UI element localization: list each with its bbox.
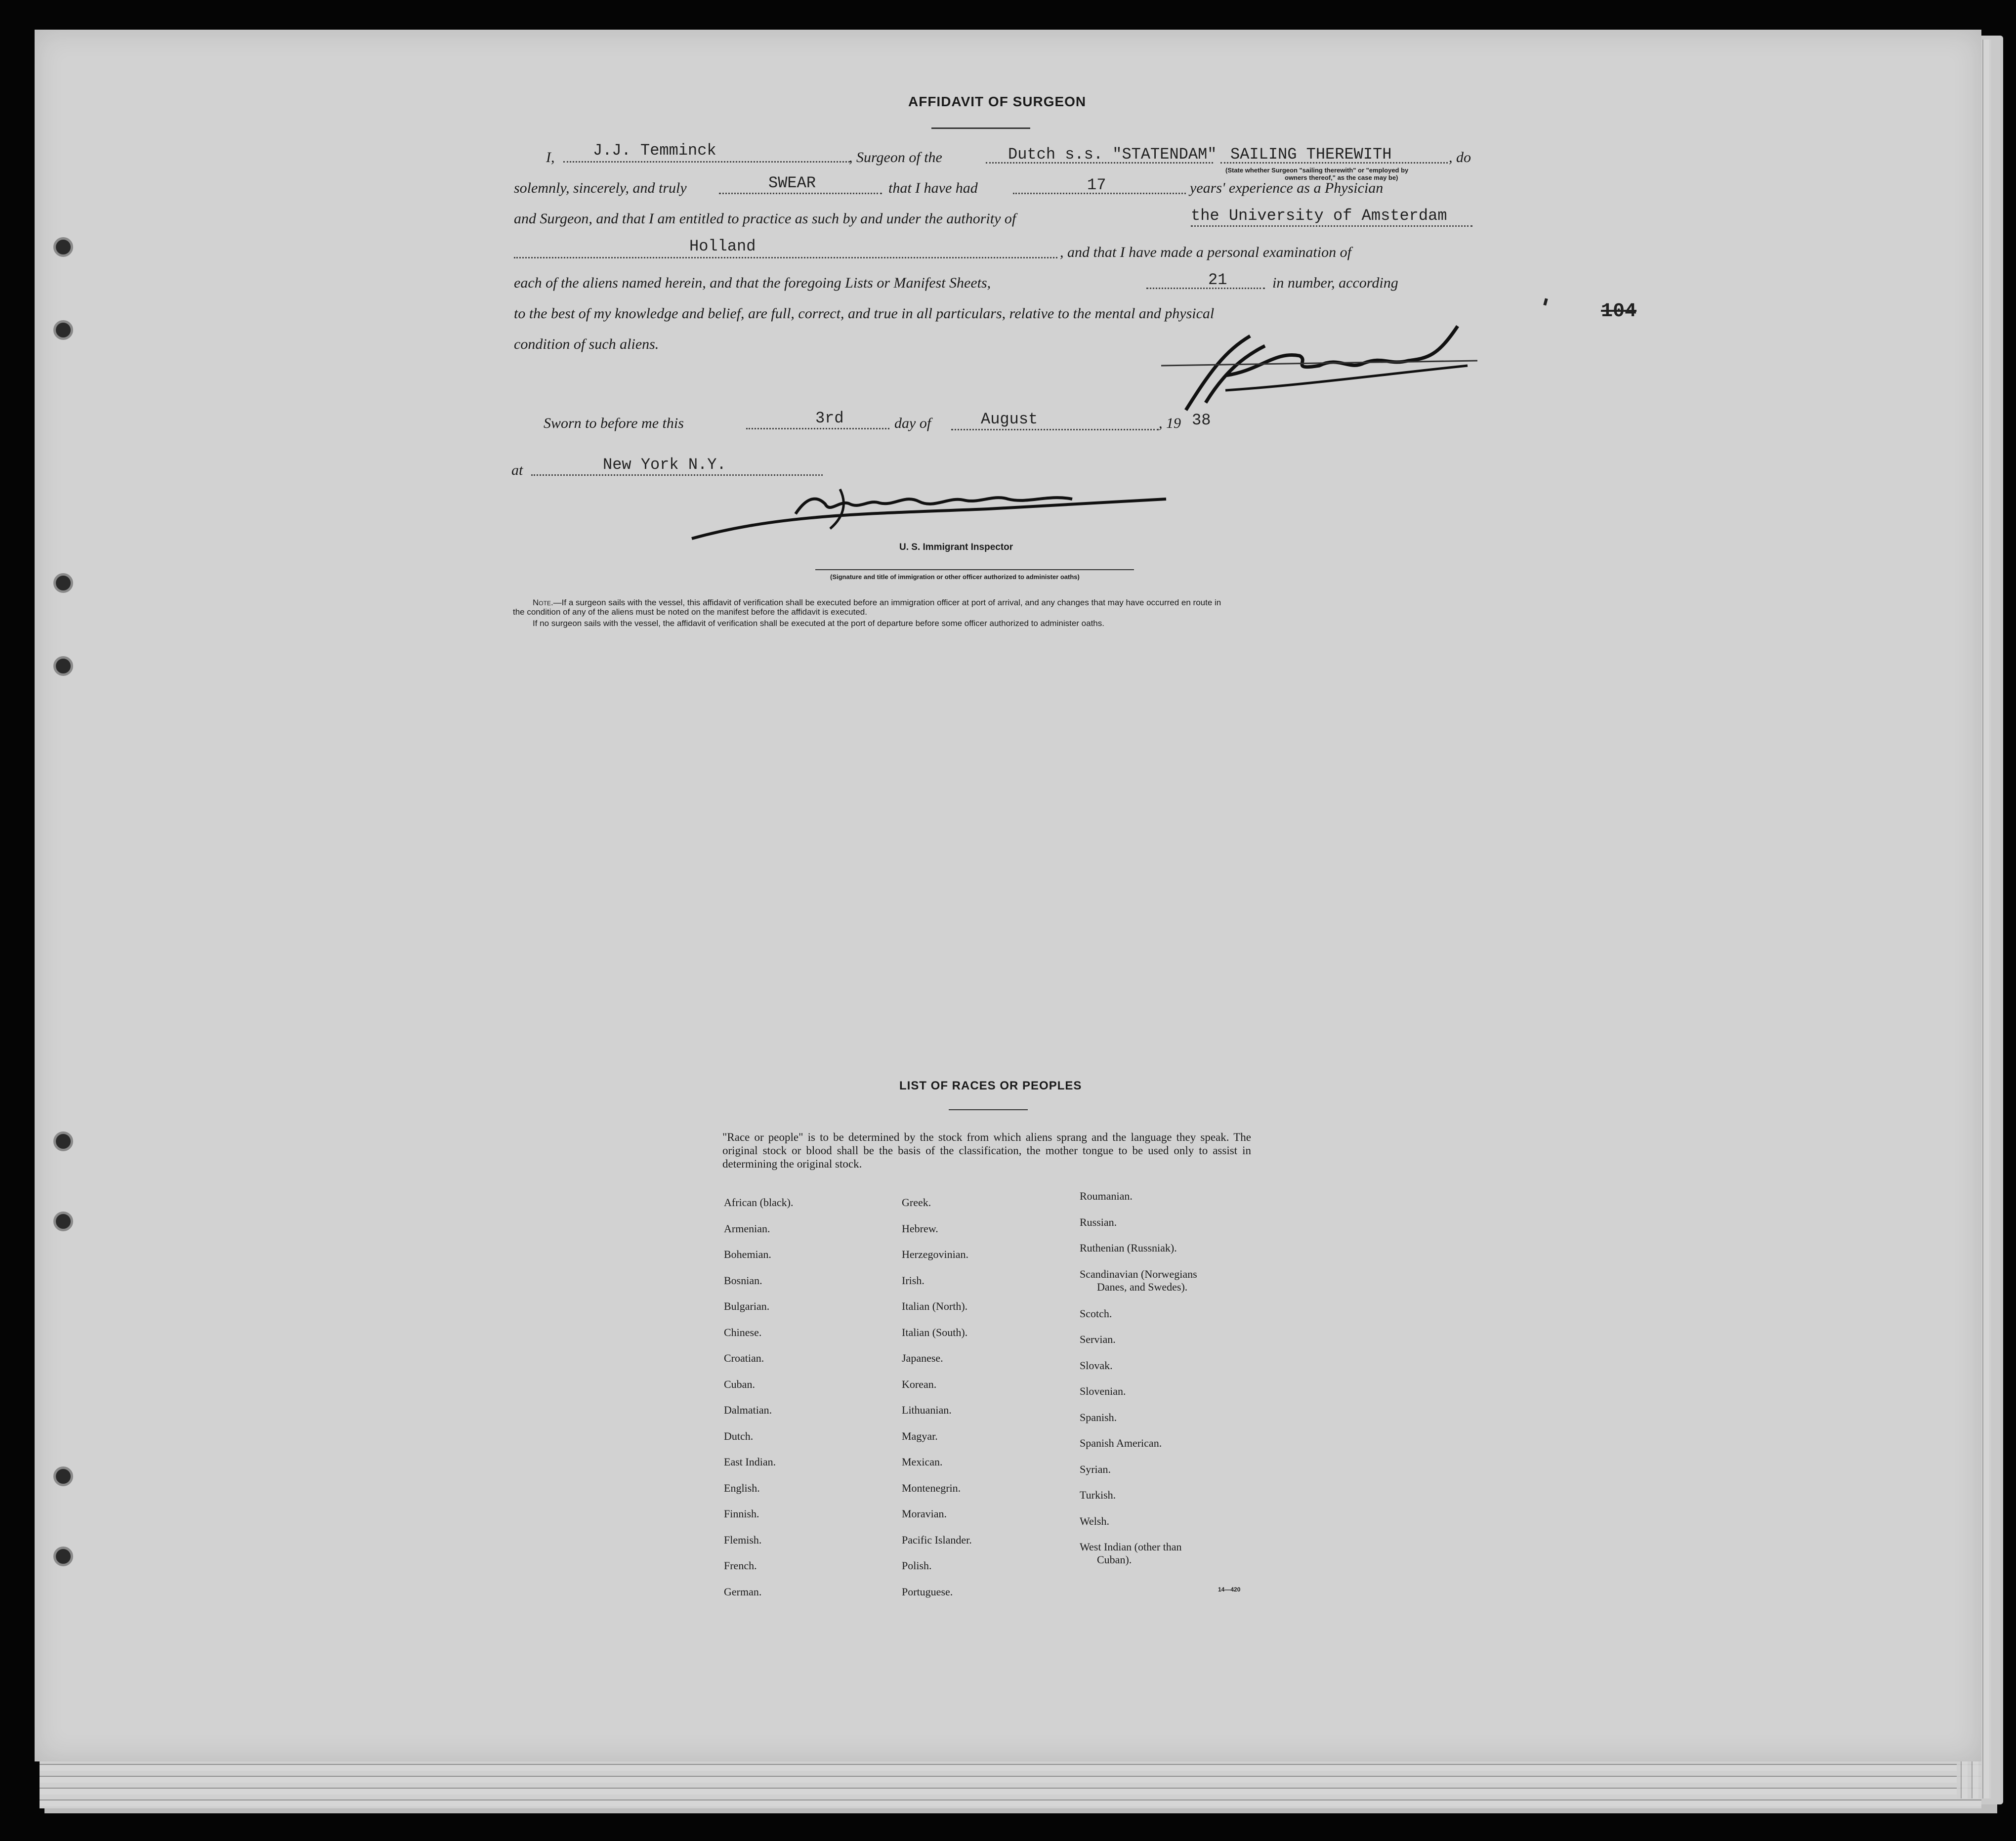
race-item: Ruthenian (Russniak).: [1080, 1242, 1177, 1254]
race-item: East Indian.: [724, 1456, 776, 1468]
surgeon-signature: [1151, 316, 1487, 415]
race-item: Spanish.: [1080, 1411, 1117, 1423]
binder-hole: [53, 656, 73, 676]
examination-text: , and that I have made a personal examination of: [1060, 244, 1351, 260]
race-item: Italian (South).: [902, 1326, 968, 1339]
oath-type: SWEAR: [768, 174, 816, 192]
race-item: Finnish.: [724, 1507, 759, 1520]
binder-hole: [53, 237, 73, 257]
sheets-field-line: [1146, 288, 1265, 289]
race-item: Bulgarian.: [724, 1300, 770, 1312]
place-field-line: [531, 474, 823, 476]
race-item: Spanish American.: [1080, 1437, 1162, 1449]
race-item: French.: [724, 1559, 757, 1572]
authority-field-line-2: [514, 257, 1057, 258]
race-item: Mexican.: [902, 1456, 943, 1468]
race-item: Herzegovinian.: [902, 1248, 968, 1260]
day-of-text: day of: [894, 415, 931, 431]
sheets-value: 21: [1208, 271, 1227, 289]
vessel-name: Dutch s.s. "STATENDAM": [1008, 145, 1217, 164]
day-field-line: [746, 428, 889, 429]
at-label: at: [511, 462, 523, 478]
race-item: Bohemian.: [724, 1248, 771, 1260]
authority-line-1: the University of Amsterdam: [1191, 207, 1447, 225]
in-number-text: in number, according: [1272, 275, 1398, 291]
binder-hole: [53, 1466, 73, 1486]
race-item: Slovenian.: [1080, 1385, 1126, 1397]
vessel-field-line: [986, 162, 1213, 164]
race-item: Bosnian.: [724, 1274, 762, 1287]
stacked-page-edges-bottom: [40, 1759, 1981, 1808]
year-prefix: , 19: [1159, 415, 1181, 431]
race-item: English.: [724, 1481, 760, 1494]
race-item: Polish.: [902, 1559, 932, 1572]
years-value: 17: [1087, 176, 1106, 194]
i-label: I,: [546, 149, 555, 166]
race-item: Dutch.: [724, 1429, 754, 1442]
binder-hole: [53, 320, 73, 340]
sailing-note-1: (State whether Surgeon "sailing therewith" or "employed by: [1225, 167, 1409, 174]
signature-rule: [815, 569, 1134, 570]
race-item: Danes, and Swedes).: [1097, 1280, 1188, 1293]
race-item: Lithuanian.: [902, 1404, 952, 1416]
race-item: Russian.: [1080, 1215, 1117, 1228]
race-item: Cuban.: [724, 1378, 755, 1390]
race-item: Montenegrin.: [902, 1481, 961, 1494]
note-line-1: [533, 598, 1221, 607]
race-item: Roumanian.: [1080, 1190, 1133, 1202]
authority-line-2: Holland: [689, 237, 756, 255]
race-item: Dalmatian.: [724, 1404, 772, 1416]
races-intro: "Race or people" is to be determined by the stock from which aliens sprang and the language they speak. The original stock or blood shall be the basis of the classification, the mother tongue to be used only to assist in determining the original stock.: [722, 1131, 1251, 1170]
binder-hole: [53, 1131, 73, 1151]
races-column-3: [1080, 1190, 1197, 1566]
note-text-1: —If a surgeon sails with the vessel, this affidavit of verification shall be executed before an immigration officer at port of arrival, and any changes that may have occurred en route in: [553, 598, 1221, 607]
race-item: Armenian.: [724, 1222, 770, 1235]
sailing-status: SAILING THEREWITH: [1230, 145, 1392, 164]
race-item: German.: [724, 1585, 762, 1598]
races-title-underline: [949, 1109, 1028, 1110]
authority-text: and Surgeon, and that I am entitled to practice as such by and under the authority of: [514, 210, 1016, 227]
surgeon-of-label: , Surgeon of the: [849, 149, 942, 166]
oath-field-line: [719, 193, 882, 194]
name-field-line: [563, 161, 850, 163]
title-underline: [931, 127, 1030, 129]
signature-caption: (Signature and title of immigration or other officer authorized to administer oaths): [830, 573, 1080, 581]
race-item: Cuban).: [1097, 1553, 1132, 1566]
each-alien-text: each of the aliens named herein, and that the foregoing Lists or Manifest Sheets,: [514, 275, 991, 291]
race-item: Pacific Islander.: [902, 1533, 972, 1546]
race-item: African (black).: [724, 1196, 794, 1209]
race-item: Welsh.: [1080, 1514, 1109, 1527]
race-item: Turkish.: [1080, 1489, 1116, 1501]
race-item: Scandinavian (Norwegians: [1080, 1267, 1197, 1280]
race-item: Japanese.: [902, 1352, 943, 1364]
binder-hole: [53, 1212, 73, 1231]
do-label: , do: [1449, 149, 1471, 166]
race-item: Scotch.: [1080, 1307, 1112, 1320]
page-number: 104: [1601, 300, 1637, 323]
note-line-3: If no surgeon sails with the vessel, the affidavit of verification shall be executed at the port of departure before some officer authorized to administer oaths.: [533, 619, 1104, 628]
surgeon-name: J.J. Temminck: [593, 141, 716, 160]
race-item: Hebrew.: [902, 1222, 938, 1235]
binder-hole: [53, 573, 73, 593]
solemnly-text: solemnly, sincerely, and truly: [514, 180, 687, 196]
race-item: Greek.: [902, 1196, 931, 1209]
race-item: Flemish.: [724, 1533, 762, 1546]
affidavit-title: AFFIDAVIT OF SURGEON: [908, 94, 1087, 109]
sworn-text: Sworn to before me this: [544, 415, 684, 431]
best-of-knowledge-text: to the best of my knowledge and belief, are full, correct, and true in all particulars, relative to the mental and physical: [514, 305, 1215, 322]
races-column-1: [724, 1190, 793, 1605]
note-label: Note.: [533, 598, 553, 607]
sworn-place: New York N.Y.: [603, 456, 726, 474]
month-field-line: [951, 429, 1159, 430]
races-title: LIST OF RACES OR PEOPLES: [899, 1079, 1082, 1092]
race-item: Irish.: [902, 1274, 924, 1287]
years-field-line: [1013, 193, 1186, 194]
inspector-title: U. S. Immigrant Inspector: [899, 542, 1013, 552]
race-item: Croatian.: [724, 1352, 764, 1364]
have-had-text: that I have had: [888, 180, 978, 196]
race-item: West Indian (other than: [1080, 1541, 1182, 1553]
races-column-2: [902, 1190, 972, 1605]
years-experience-text: years' experience as a Physician: [1190, 180, 1384, 196]
race-item: Servian.: [1080, 1333, 1116, 1345]
race-item: Portuguese.: [902, 1585, 953, 1598]
race-item: Syrian.: [1080, 1463, 1111, 1475]
sailing-field-line: [1220, 162, 1448, 164]
sworn-day: 3rd: [815, 409, 844, 427]
note-line-2: the condition of any of the aliens must be noted on the manifest before the affidavit is executed.: [513, 607, 867, 617]
race-item: Moravian.: [902, 1507, 947, 1520]
race-item: Chinese.: [724, 1326, 762, 1339]
race-item: Slovak.: [1080, 1359, 1113, 1372]
binder-hole: [53, 1547, 73, 1566]
year-suffix: 38: [1192, 411, 1211, 429]
race-item: Korean.: [902, 1378, 937, 1390]
authority-field-line: [1191, 225, 1472, 227]
condition-text: condition of such aliens.: [514, 336, 659, 352]
inspector-signature: [682, 484, 1176, 544]
race-item: Magyar.: [902, 1429, 938, 1442]
sailing-note-2: owners thereof," as the case may be): [1285, 174, 1398, 181]
race-item: Italian (North).: [902, 1300, 968, 1312]
form-number: 14—420: [1218, 1586, 1241, 1593]
affidavit-page: [35, 30, 1981, 1761]
sworn-month: August: [981, 410, 1038, 428]
